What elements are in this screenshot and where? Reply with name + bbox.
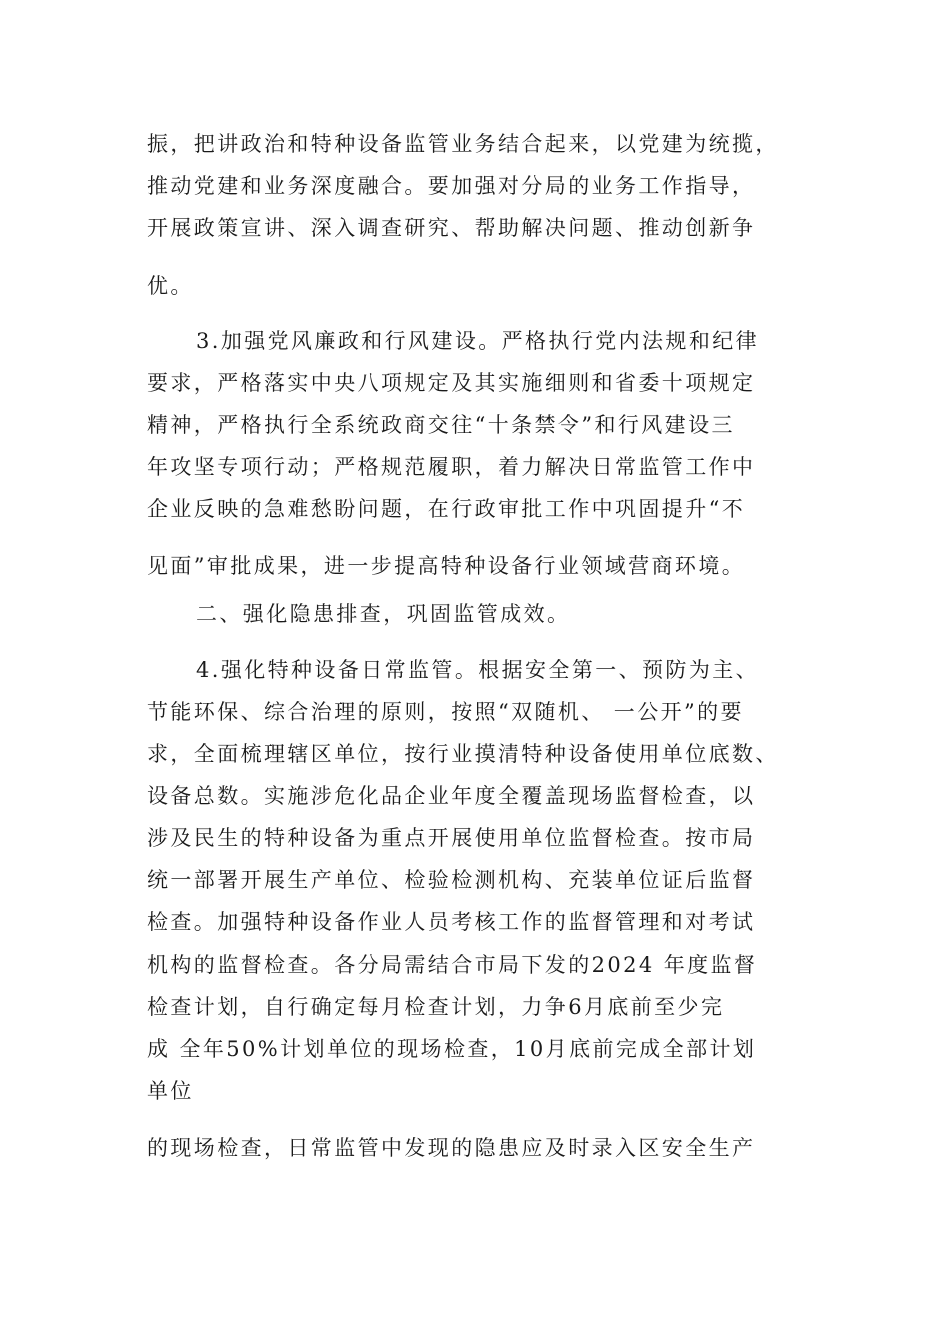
text-line: 要求，严格落实中央八项规定及其实施细则和省委十项规定 bbox=[147, 371, 756, 395]
text-line: 见面”审批成果，进一步提高特种设备行业领域营商环境。 bbox=[147, 554, 746, 578]
text-line: 振，把讲政治和特种设备监管业务结合起来，以党建为统揽， bbox=[147, 132, 779, 156]
text-line: 成 全年50%计划单位的现场检查，10月底前完成全部计划 bbox=[147, 1037, 757, 1061]
text-line: 节能环保、综合治理的原则，按照“双随机、 一公开”的要 bbox=[147, 700, 744, 724]
text-line: 机构的监督检查。各分局需结合市局下发的2024 年度监督 bbox=[147, 953, 758, 977]
text-line: 单位 bbox=[147, 1079, 194, 1103]
section-heading: 二、强化隐患排查，巩固监管成效。 bbox=[196, 602, 571, 626]
text-line: 检查计划，自行确定每月检查计划，力争6月底前至少完 bbox=[147, 995, 725, 1019]
text-line: 企业反映的急难愁盼问题，在行政审批工作中巩固提升“不 bbox=[147, 497, 746, 521]
text-line: 统一部署开展生产单位、检验检测机构、充装单位证后监督 bbox=[147, 868, 756, 892]
text-line: 求，全面梳理辖区单位，按行业摸清特种设备使用单位底数、 bbox=[147, 742, 779, 766]
text-line: 设备总数。实施涉危化品企业年度全覆盖现场监督检查，以 bbox=[147, 784, 756, 808]
paragraph-3-first-line: 3.加强党风廉政和行风建设。严格执行党内法规和纪律 bbox=[196, 329, 760, 353]
paragraph-4-first-line: 4.强化特种设备日常监管。根据安全第一、预防为主、 bbox=[196, 658, 760, 682]
text-line: 涉及民生的特种设备为重点开展使用单位监督检查。按市局 bbox=[147, 826, 756, 850]
text-line: 精神，严格执行全系统政商交往“十条禁令”和行风建设三 bbox=[147, 413, 735, 437]
text-line: 优。 bbox=[147, 274, 194, 298]
text-line: 检查。加强特种设备作业人员考核工作的监督管理和对考试 bbox=[147, 910, 756, 934]
text-line: 开展政策宣讲、深入调查研究、帮助解决问题、推动创新争 bbox=[147, 216, 756, 240]
text-line: 的现场检查，日常监管中发现的隐患应及时录入区安全生产 bbox=[147, 1136, 756, 1160]
text-line: 推动党建和业务深度融合。要加强对分局的业务工作指导， bbox=[147, 174, 756, 198]
text-line: 年攻坚专项行动；严格规范履职，着力解决日常监管工作中 bbox=[147, 455, 756, 479]
